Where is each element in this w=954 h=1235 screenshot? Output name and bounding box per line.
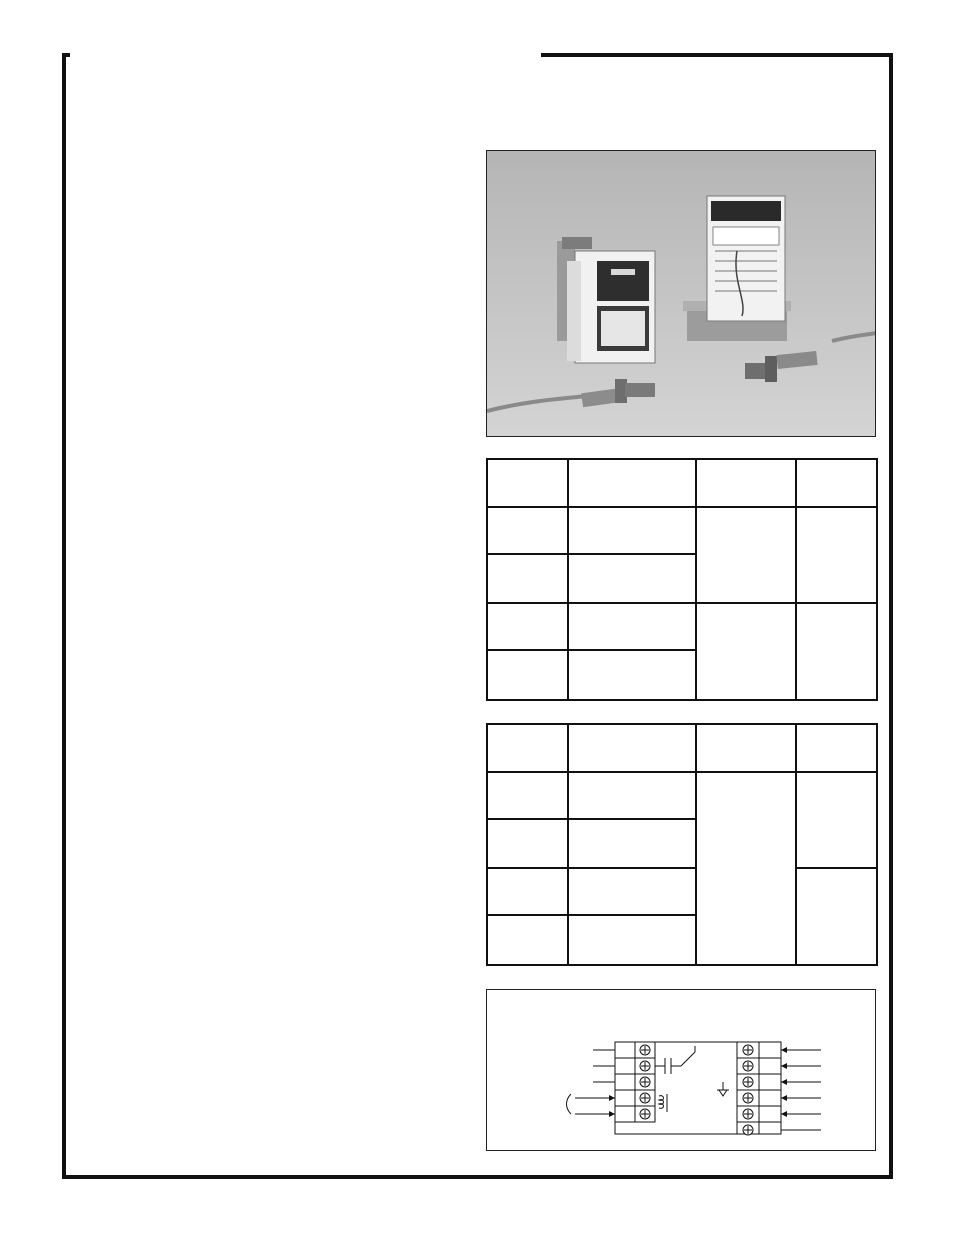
left-module (557, 237, 655, 363)
table-cell (568, 650, 696, 700)
model-table-2 (486, 723, 878, 966)
header-cell (696, 459, 796, 507)
header-cell (568, 459, 696, 507)
table-cell (568, 507, 696, 554)
product-photo (486, 150, 876, 437)
table-cell (487, 772, 568, 819)
header-cell (796, 724, 877, 772)
table-cell (796, 868, 877, 965)
table-cell (696, 772, 796, 965)
header-cell (796, 459, 877, 507)
table-cell (487, 819, 568, 868)
header-cell (696, 724, 796, 772)
frame-top-right-rule (541, 53, 893, 57)
table-cell (487, 915, 568, 965)
frame-right-rule (889, 53, 893, 1179)
table-cell (568, 868, 696, 915)
table-cell (568, 554, 696, 603)
table-cell (487, 650, 568, 700)
table-cell (796, 603, 877, 700)
header-cell (487, 459, 568, 507)
wiring-diagram-illustration (487, 990, 877, 1152)
header-cell (568, 724, 696, 772)
table-cell (796, 507, 877, 603)
table-cell (568, 915, 696, 965)
table-cell (487, 603, 568, 650)
header-cell (487, 724, 568, 772)
frame-bottom-rule (62, 1175, 893, 1179)
table-cell (568, 772, 696, 819)
model-table-1 (486, 458, 878, 701)
table-cell (696, 603, 796, 700)
frame-left-rule (62, 53, 66, 1179)
table-cell (568, 603, 696, 650)
table-cell (796, 772, 877, 868)
product-photo-illustration (487, 151, 876, 437)
wiring-diagram (486, 989, 876, 1151)
table-cell (696, 507, 796, 603)
table-cell (487, 554, 568, 603)
table-cell (487, 868, 568, 915)
table-cell (487, 507, 568, 554)
table-cell (568, 819, 696, 868)
